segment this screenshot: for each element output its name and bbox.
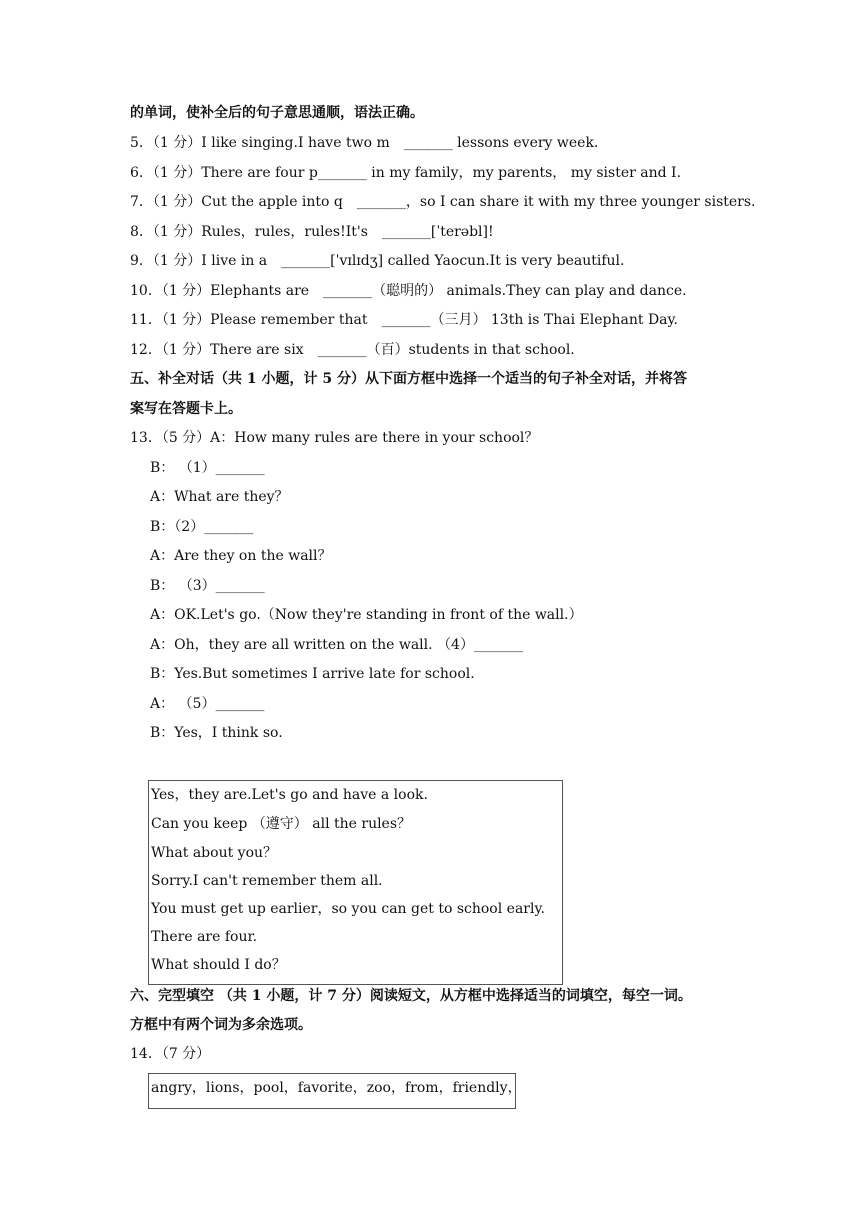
word-bank: angry，lions，pool，favorite，zoo，from，friendly，: [151, 1080, 522, 1096]
question-11: 11．（1 分）Please remember that _______（三月） 13th is Thai Elephant Day.: [130, 312, 679, 328]
dialogue-line-8: B：Yes.But sometimes I arrive late for school.: [150, 666, 475, 682]
section-5-heading-line2: 案写在答题卡上。: [130, 401, 242, 417]
question-8: 8．（1 分）Rules，rules，rules!It's _______[ˈterəbl]!: [130, 224, 494, 240]
option-4: Sorry.I can't remember them all.: [151, 873, 383, 889]
question-6: 6．（1 分）There are four p_______ in my family，my parents， my sister and I.: [130, 165, 682, 181]
intro-line: 的单词，使补全后的句子意思通顺，语法正确。: [130, 105, 424, 121]
question-14-stem: 14．（7 分）: [130, 1046, 211, 1062]
options-box: [148, 780, 563, 985]
question-9: 9．（1 分）I live in a _______[ˈvɪlɪdʒ] called Yaocun.It is very beautiful.: [130, 253, 625, 269]
question-7: 7．（1 分）Cut the apple into q _______，so I can share it with my three younger sisters.: [130, 194, 756, 210]
dialogue-line-4: A：Are they on the wall？: [150, 548, 332, 564]
option-1: Yes，they are.Let's go and have a look.: [151, 787, 428, 803]
option-2: Can you keep （遵守） all the rules？: [151, 816, 412, 832]
dialogue-line-3: B：（2）_______: [150, 519, 254, 535]
option-3: What about you？: [151, 845, 278, 861]
question-10: 10．（1 分）Elephants are _______（聪明的） animals.They can play and dance.: [130, 283, 687, 299]
option-5: You must get up earlier，so you can get to school early.: [151, 901, 545, 917]
question-5: 5．（1 分）I like singing.I have two m _______ lessons every week.: [130, 135, 599, 151]
word-bank-box: [148, 1073, 522, 1109]
section-5-heading-line1: 五、补全对话（共 1 小题，计 5 分）从下面方框中选择一个适当的句子补全对话，并将答: [130, 371, 687, 387]
option-7: What should I do？: [151, 957, 286, 973]
dialogue-line-1: B： （1）_______: [150, 460, 265, 476]
dialogue-line-2: A：What are they？: [150, 489, 289, 505]
question-12: 12．（1 分）There are six _______（百）students in that school.: [130, 342, 575, 358]
question-13-stem: 13．（5 分）A：How many rules are there in your school？: [130, 430, 539, 446]
dialogue-line-7: A：Oh，they are all written on the wall. （4）_______: [150, 637, 523, 653]
section-6-heading-line2: 方框中有两个词为多余选项。: [130, 1017, 312, 1033]
dialogue-line-10: B：Yes，I think so.: [150, 725, 283, 741]
option-6: There are four.: [151, 929, 258, 945]
dialogue-line-5: B： （3）_______: [150, 578, 265, 594]
section-6-heading-line1: 六、完型填空 （共 1 小题，计 7 分）阅读短文，从方框中选择适当的词填空，每空一词。: [130, 988, 692, 1004]
dialogue-line-6: A：OK.Let's go.（Now they're standing in front of the wall.）: [150, 607, 583, 623]
dialogue-line-9: A： （5）_______: [150, 696, 265, 712]
